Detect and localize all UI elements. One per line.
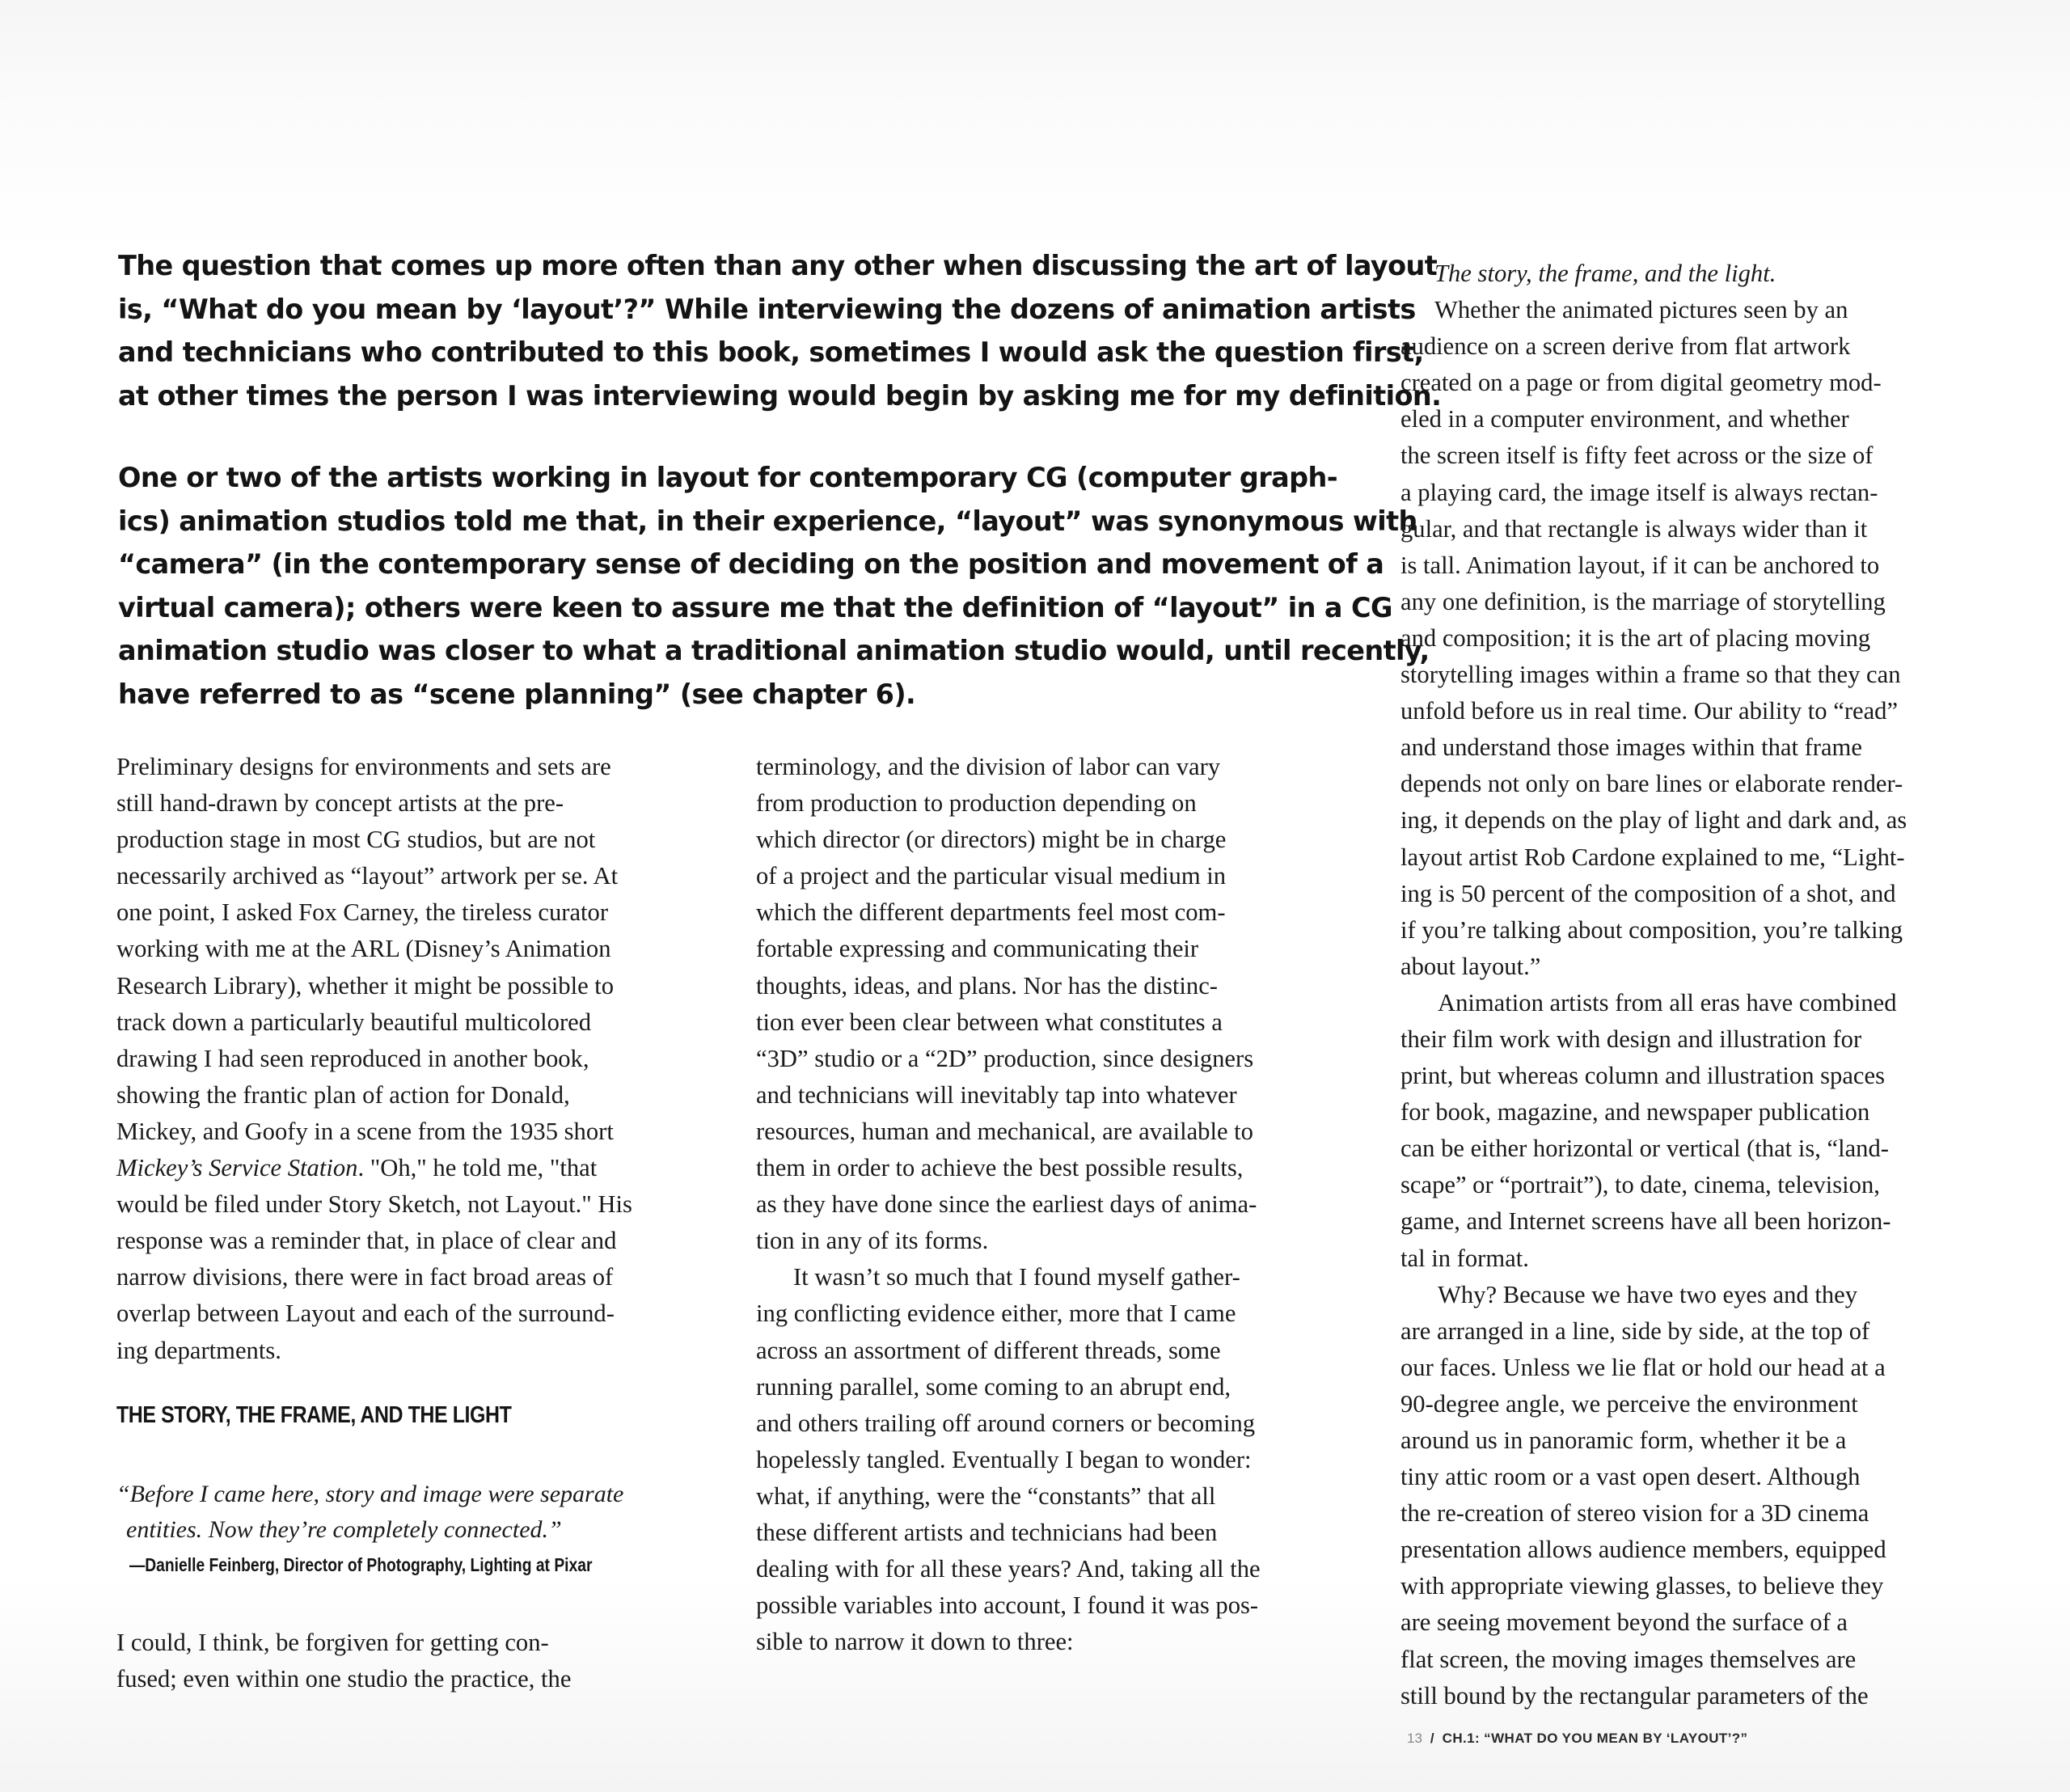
text-line: is, “What do you mean by ‘layout’?” While interviewing the dozens of animation artists xyxy=(118,293,1416,325)
quote-attribution: —Danielle Feinberg, Director of Photography, Lighting at Pixar xyxy=(129,1554,593,1575)
text-line: layout artist Rob Cardone explained to me, “Light- xyxy=(1400,843,1905,871)
italic-line: The story, the frame, and the light. xyxy=(1434,260,1776,287)
text-line: about layout.” xyxy=(1400,952,1541,980)
text-line: ing, it depends on the play of light and dark and, as xyxy=(1400,806,1907,835)
text-line: have referred to as “scene planning” (see chapter 6). xyxy=(118,678,916,710)
text-line: tion in any of its forms. xyxy=(756,1227,989,1255)
text-line: ics) animation studios told me that, in their experience, “layout” was synonymous with xyxy=(118,505,1417,537)
text-line: fused; even within one studio the practice, the xyxy=(116,1665,572,1693)
right-column xyxy=(1400,256,2031,1714)
text-line: I could, I think, be forgiven for getting con- xyxy=(116,1629,549,1656)
text-line: tiny attic room or a vast open desert. Although xyxy=(1400,1463,1861,1491)
text-line: audience on a screen derive from flat artwork xyxy=(1400,332,1851,361)
text-line: and technicians will inevitably tap into whatever xyxy=(756,1080,1237,1109)
pull-quote xyxy=(116,1477,623,1548)
text-line: response was a reminder that, in place of clear and xyxy=(116,1227,617,1255)
text-line: the re-creation of stereo vision for a 3D cinema xyxy=(1400,1499,1869,1528)
text-line: which the different departments feel most com- xyxy=(756,898,1226,927)
text-line: One or two of the artists working in layout for contemporary CG (computer graph- xyxy=(118,462,1338,493)
text-line: and technicians who contributed to this book, sometimes I would ask the question first, xyxy=(118,336,1424,368)
text-line: Why? Because we have two eyes and they xyxy=(1438,1280,1858,1308)
text-line: running parallel, some coming to an abrupt end, xyxy=(756,1372,1231,1401)
text-line: our faces. Unless we lie flat or hold our head at a xyxy=(1400,1353,1886,1381)
text-line: track down a particularly beautiful multicolored xyxy=(116,1008,592,1036)
text-line: ing departments. xyxy=(116,1336,281,1364)
text-line: what, if anything, were the “constants” that all xyxy=(756,1481,1216,1510)
text-line: ing is 50 percent of the composition of a shot, and xyxy=(1400,879,1896,907)
text-line: tal in format. xyxy=(1400,1244,1529,1272)
text-line: tion ever been clear between what constitutes a xyxy=(756,1008,1223,1036)
text-line: would be filed under Story Sketch, not Layout." His xyxy=(116,1190,632,1219)
text-line: at other times the person I was interviewing would begin by asking me for my definition. xyxy=(118,379,1442,412)
text-line: hopelessly tangled. Eventually I began to wonder: xyxy=(756,1445,1252,1473)
text-line: storytelling images within a frame so that they can xyxy=(1400,661,1901,689)
text-line: showing the frantic plan of action for Donald, xyxy=(116,1080,570,1109)
text-line: eled in a computer environment, and whether xyxy=(1400,405,1849,433)
text-line: Mickey, and Goofy in a scene from the 1935 short xyxy=(116,1117,614,1145)
text-line: 90-degree angle, we perceive the environment xyxy=(1400,1389,1858,1418)
text-line: Animation artists from all eras have combined xyxy=(1438,988,1897,1016)
text-line: dealing with for all these years? And, taking all the xyxy=(756,1555,1261,1583)
left-column-bottom xyxy=(116,1625,571,1697)
text-line: Research Library), whether it might be possible to xyxy=(116,971,615,1000)
text-line: created on a page or from digital geometry mod- xyxy=(1400,369,1882,397)
text-line: one point, I asked Fox Carney, the tireless curator xyxy=(116,898,609,927)
page-number: 13 xyxy=(1407,1731,1422,1746)
text-line: necessarily archived as “layout” artwork per se. At xyxy=(116,862,619,890)
text-line: is tall. Animation layout, if it can be anchored to xyxy=(1400,551,1880,579)
text-line: a playing card, the image itself is always rectan- xyxy=(1400,478,1878,506)
intro-paragraph-1 xyxy=(118,244,1442,417)
text-line: “camera” (in the contemporary sense of deciding on the position and movement of a xyxy=(118,548,1384,580)
section-heading: THE STORY, THE FRAME, AND THE LIGHT xyxy=(116,1402,512,1428)
text-fragment: . "Oh," he told me, "that xyxy=(357,1154,598,1182)
text-line: which director (or directors) might be in charge xyxy=(756,826,1227,854)
text-line: and others trailing off around corners or becoming xyxy=(756,1409,1256,1437)
text-line: depends not only on bare lines or elaborate render- xyxy=(1400,770,1903,798)
text-line: terminology, and the division of labor can vary xyxy=(756,753,1221,780)
text-line: are arranged in a line, side by side, at the top of xyxy=(1400,1317,1870,1345)
quote-line: “Before I came here, story and image were separate xyxy=(116,1481,624,1507)
text-line-with-title xyxy=(116,1150,731,1186)
text-line: the screen itself is fifty feet across or the size of xyxy=(1400,442,1874,470)
text-line: them in order to achieve the best possible results, xyxy=(756,1154,1244,1182)
text-line: It wasn’t so much that I found myself gather- xyxy=(793,1263,1240,1291)
text-line: “3D” studio or a “2D” production, since designers xyxy=(756,1044,1254,1072)
text-line: The question that comes up more often than any other when discussing the art of layout xyxy=(118,250,1438,281)
text-line: with appropriate viewing glasses, to believe they xyxy=(1400,1572,1884,1600)
text-line: these different artists and technicians had been xyxy=(756,1518,1218,1546)
text-line: as they have done since the earliest days of anima- xyxy=(756,1190,1257,1219)
text-line: virtual camera); others were keen to assure me that the definition of “layout” in a CG xyxy=(118,591,1392,623)
running-chapter-title: CH.1: “WHAT DO YOU MEAN BY ‘LAYOUT’?” xyxy=(1442,1731,1748,1746)
text-line: still hand-drawn by concept artists at the pre- xyxy=(116,789,564,818)
text-line: are seeing movement beyond the surface of a xyxy=(1400,1608,1848,1637)
text-line: any one definition, is the marriage of storytelling xyxy=(1400,587,1886,615)
text-line: resources, human and mechanical, are available to xyxy=(756,1117,1253,1145)
text-line: print, but whereas column and illustration spaces xyxy=(1400,1062,1885,1090)
text-line: thoughts, ideas, and plans. Nor has the distinc- xyxy=(756,971,1218,1000)
text-line: gular, and that rectangle is always wider than it xyxy=(1400,514,1868,543)
text-line: if you’re talking about composition, you’re talking xyxy=(1400,915,1903,944)
text-line: drawing I had seen reproduced in another book, xyxy=(116,1044,589,1072)
text-line: game, and Internet screens have all been horizon- xyxy=(1400,1207,1891,1236)
text-line: their film work with design and illustration for xyxy=(1400,1025,1862,1053)
text-line: working with me at the ARL (Disney’s Animation xyxy=(116,935,611,963)
text-line: presentation allows audience members, equipped xyxy=(1400,1536,1886,1564)
text-line: around us in panoramic form, whether it be a xyxy=(1400,1426,1847,1454)
text-line: flat screen, the moving images themselves are xyxy=(1400,1645,1857,1673)
text-line: Preliminary designs for environments and sets are xyxy=(116,753,611,780)
text-line: sible to narrow it down to three: xyxy=(756,1628,1074,1656)
text-line: ing conflicting evidence either, more that I came xyxy=(756,1300,1236,1328)
text-line: for book, magazine, and newspaper publication xyxy=(1400,1098,1870,1126)
middle-column xyxy=(756,749,1379,1660)
text-line: animation studio was closer to what a traditional animation studio would, until recently, xyxy=(118,635,1430,666)
text-line: across an assortment of different threads, some xyxy=(756,1336,1221,1364)
text-line: unfold before us in real time. Our ability to “read” xyxy=(1400,697,1899,725)
page-footer xyxy=(1407,1731,1747,1747)
text-line: overlap between Layout and each of the surround- xyxy=(116,1300,615,1328)
text-line: still bound by the rectangular parameters of the xyxy=(1400,1681,1869,1710)
text-line: and composition; it is the art of placing moving xyxy=(1400,623,1871,652)
text-line: Whether the animated pictures seen by an xyxy=(1434,296,1848,324)
text-line: from production to production depending on xyxy=(756,789,1197,818)
quote-line: entities. Now they’re completely connected.” xyxy=(126,1516,562,1543)
footer-separator: / xyxy=(1430,1731,1434,1746)
text-line: of a project and the particular visual medium in xyxy=(756,862,1227,890)
text-line: scape” or “portrait”), to date, cinema, television, xyxy=(1400,1171,1880,1199)
text-line: can be either horizontal or vertical (that is, “land- xyxy=(1400,1135,1889,1163)
text-line: fortable expressing and communicating their xyxy=(756,935,1199,963)
text-line: production stage in most CG studios, but are not xyxy=(116,826,596,854)
text-line: possible variables into account, I found it was pos- xyxy=(756,1591,1259,1620)
text-line: narrow divisions, there were in fact broad areas of xyxy=(116,1263,614,1291)
text-line: and understand those images within that frame xyxy=(1400,733,1862,762)
intro-paragraph-2 xyxy=(118,456,1430,716)
left-column xyxy=(116,749,731,1369)
film-title: Mickey’s Service Station xyxy=(116,1154,358,1182)
